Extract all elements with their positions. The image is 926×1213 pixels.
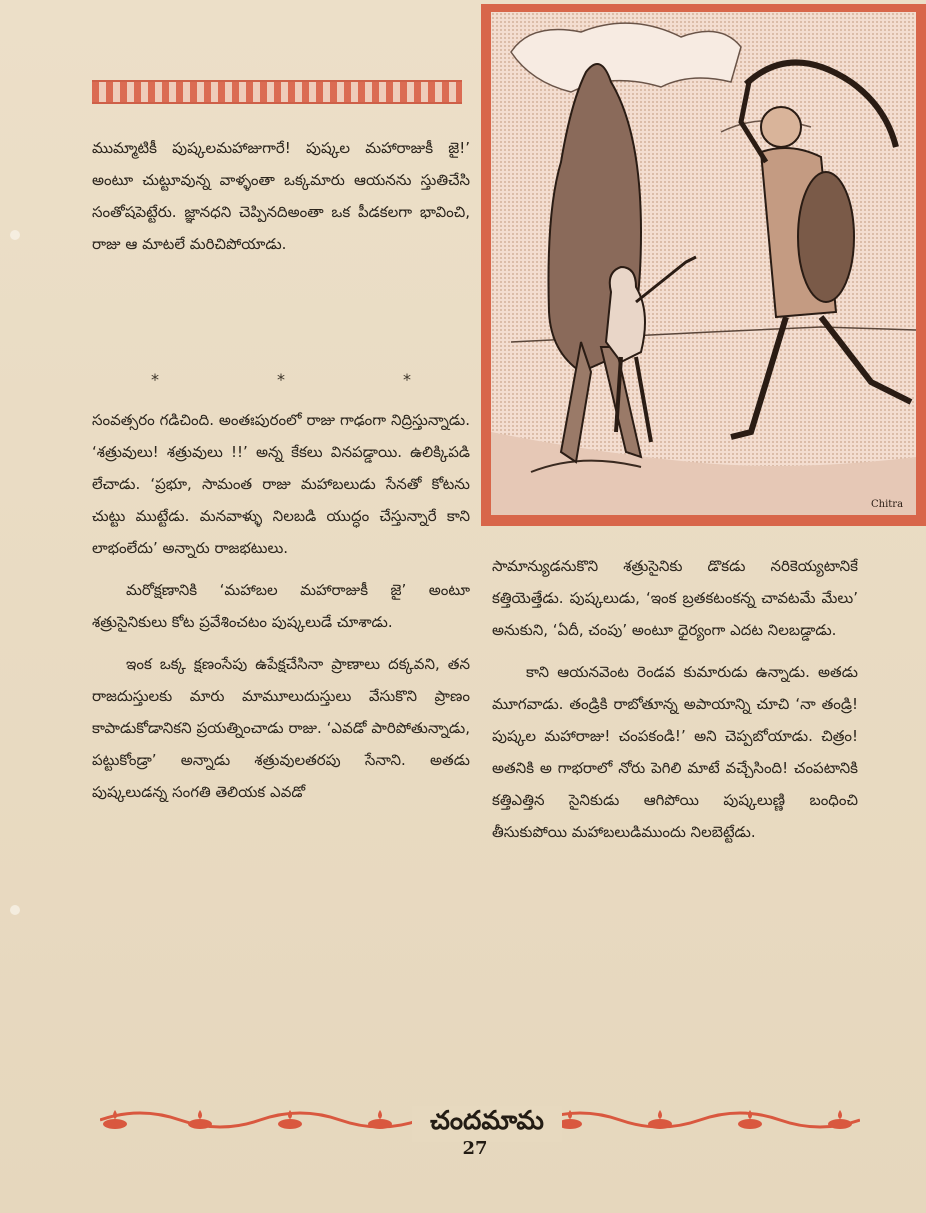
paragraph: సామాన్యుడనుకొని శత్రుసైనికు డొకడు నరికెయ్యటానికే కత్తియెత్తేడు. పుష్కలుడు, ‘ఇంక బ్రతకటంకన్న చావటమే మేలు’ అనుకుని, ‘ఏదీ, చంపు’ అంటూ ధైర్యంగా ఎదట నిలబడ్డాడు. [492, 557, 858, 639]
right-column [492, 550, 858, 858]
illustration-soldier-king-boy [491, 12, 916, 515]
magazine-title: చందమామ [412, 1106, 562, 1142]
top-decorative-border [92, 80, 462, 104]
section-separator [92, 370, 470, 389]
artist-signature: Chitra [871, 499, 904, 510]
left-column-bottom [92, 404, 470, 818]
page-number: 27 [462, 1138, 488, 1159]
punch-hole [10, 905, 20, 915]
paragraph: ఇంక ఒక్క క్షణంసేపు ఉపేక్షచేసినా ప్రాణాలు దక్కవని, తన రాజదుస్తులకు మారు మామూలుదుస్తులు వేసుకొని ప్రాణం కాపాడుకోడానికని ప్రయత్నించాడు రాజు. ‘ఎవడో పారిపోతున్నాడు, పట్టుకోండ్రా’ అన్నాడు శత్రువులతరపు సేనాని. అతడు పుష్కలుడన్న సంగతి తెలియక ఎవడో [92, 655, 470, 801]
paragraph: ముమ్మాటికీ పుష్కలమహాజుగారే! పుష్కల మహారాజుకీ జై!’ అంటూ చుట్టూవున్న వాళ్ళంతా ఒక్కమారు ఆయనను స్తుతిచేసి సంతోషపెట్టేరు. జ్ఞానధని చెప్పినదిఅంతా ఒక పీడకలగా భావించి, రాజు ఆ మాటలే మరిచిపోయాడు. [92, 139, 470, 253]
separator-star: * [277, 370, 285, 389]
separator-star: * [403, 370, 411, 389]
paragraph: మరోక్షణానికి ‘మహాబల మహారాజుకీ జై’ అంటూ శత్రుసైనికులు కోట ప్రవేశించటం పుష్కలుడే చూశాడు. [92, 581, 470, 631]
paragraph: సంవత్సరం గడిచింది. అంతఃపురంలో రాజు గాఢంగా నిద్రిస్తున్నాడు. ‘శత్రువులు! శత్రువులు !!’ అన్న కేకలు వినపడ్డాయి. ఉలిక్కిపడి లేచాడు. ‘ప్రభూ, సామంత రాజు మహాబలుడు సేనతో కోటను చుట్టు ముట్టేడు. మనవాళ్ళు నిలబడి యుద్ధం చేస్తున్నారే కాని లాభంలేదు’ అన్నారు రాజభటులు. [92, 411, 470, 557]
separator-star: * [151, 370, 159, 389]
story-illustration [481, 4, 926, 526]
left-column-top [92, 132, 470, 270]
shield [798, 172, 854, 302]
paragraph: కాని ఆయనవెంట రెండవ కుమారుడు ఉన్నాడు. అతడు మూగవాడు. తండ్రికి రాబోతూన్న అపాయాన్ని చూచి ‘నా తండ్రి! పుష్కల మహారాజు! చంపకండి!’ అని చెప్పబోయాడు. చిత్రం! అతనికి అ గాభరాలో నోరు పెగిలి మాటే వచ్చేసింది! చంపటానికి కత్తిఎత్తిన సైనికుడు ఆగిపోయి పుష్కలుణ్ణి బంధించి తీసుకుపోయి మహాబలుడిముందు నిలబెట్టేడు. [492, 663, 858, 841]
punch-hole [10, 230, 20, 240]
